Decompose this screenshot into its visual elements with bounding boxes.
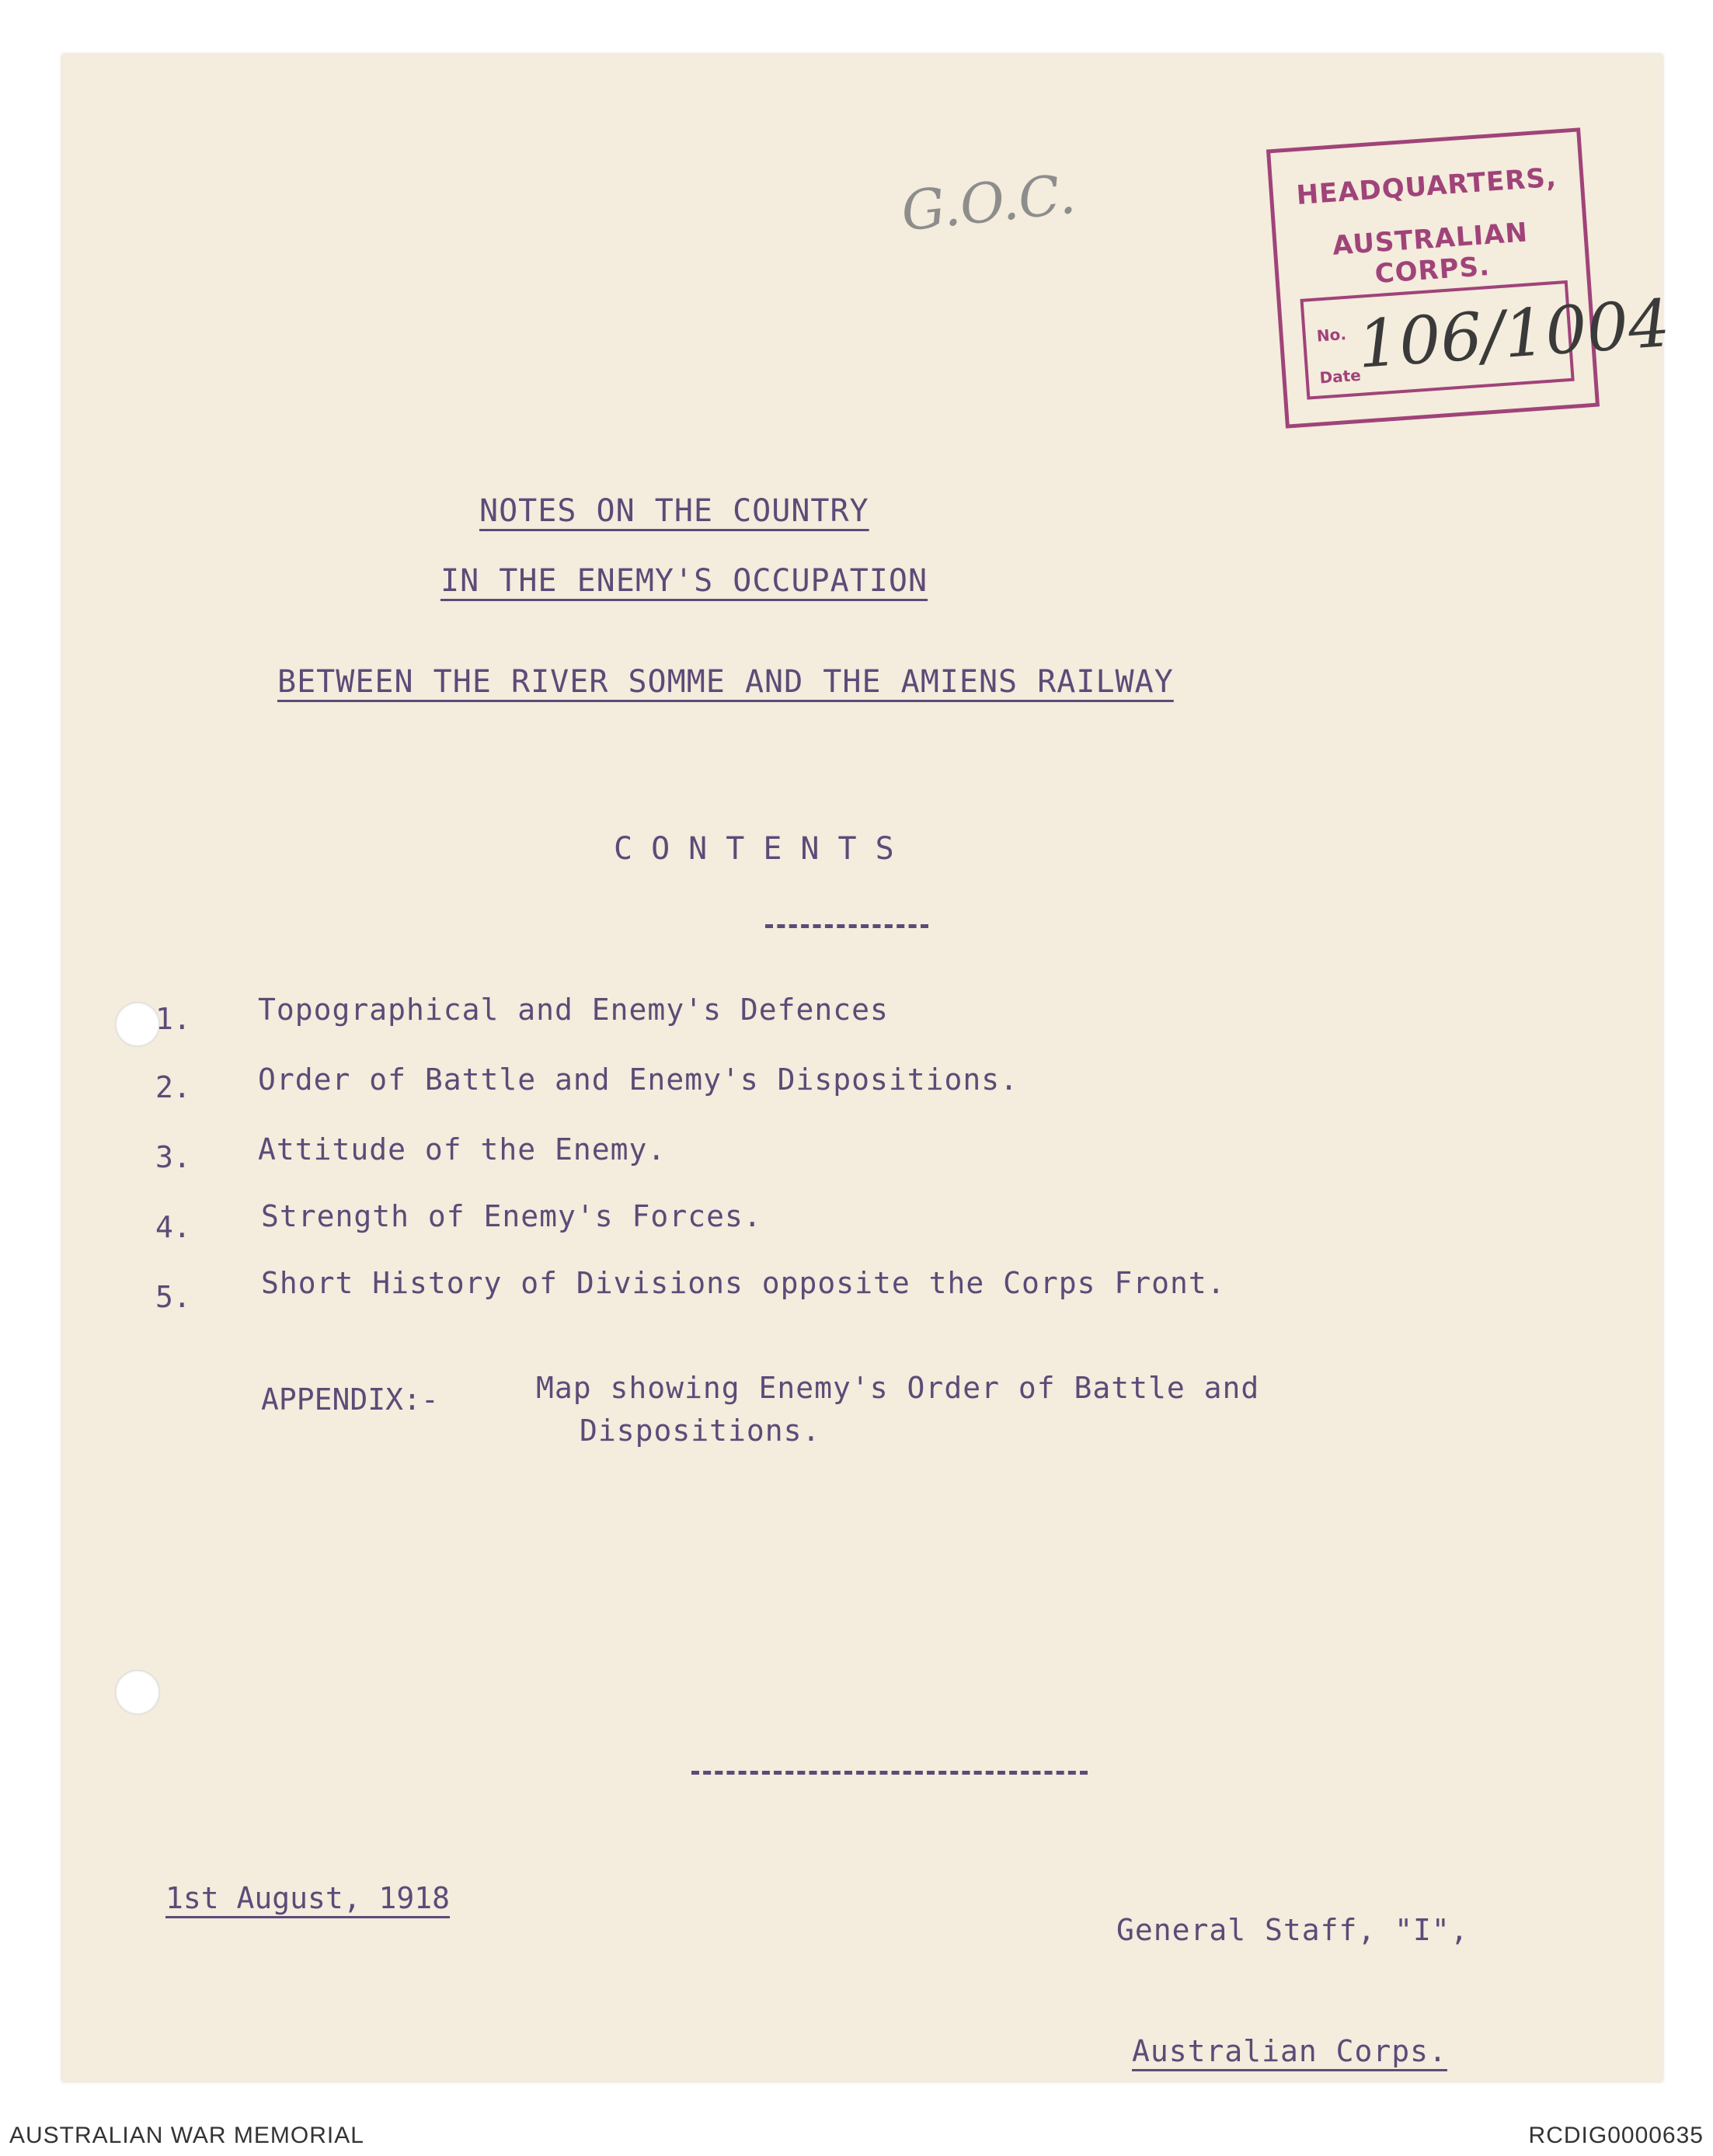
contents-item: Strength of Enemy's Forces. <box>261 1199 762 1233</box>
document-page <box>62 54 1673 2081</box>
contents-underline <box>765 924 928 928</box>
item-number: 3. <box>155 1140 191 1174</box>
footer-archive-name: AUSTRALIAN WAR MEMORIAL <box>9 2123 364 2148</box>
appendix-text-line-1: Map showing Enemy's Order of Battle and <box>536 1371 1260 1405</box>
title-line-1: NOTES ON THE COUNTRY <box>479 493 869 529</box>
contents-item: Order of Battle and Enemy's Dispositions. <box>258 1062 1018 1097</box>
footer-record-id: RCDIG0000635 <box>1528 2123 1704 2148</box>
punch-hole-top <box>115 1002 160 1047</box>
document-date: 1st August, 1918 <box>165 1881 451 1915</box>
appendix-label: APPENDIX:- <box>261 1382 439 1417</box>
contents-heading: CONTENTS <box>614 831 913 867</box>
stamp-line-1: HEADQUARTERS, <box>1295 162 1558 211</box>
stamp-reference-number: 106/1004 <box>1355 285 1673 383</box>
headquarters-stamp <box>1266 127 1673 428</box>
stamp-line-2: AUSTRALIAN CORPS. <box>1331 217 1530 290</box>
handwritten-note: G.O.C. <box>898 162 1079 244</box>
stamp-date-label: Date <box>1318 365 1362 388</box>
contents-item: Topographical and Enemy's Defences <box>258 993 889 1027</box>
item-number: 2. <box>155 1070 191 1104</box>
title-line-3: BETWEEN THE RIVER SOMME AND THE AMIENS RAILWAY <box>277 664 1174 700</box>
item-number: 4. <box>155 1210 191 1244</box>
signature-block <box>1116 1829 1469 2152</box>
appendix-text-line-2: Dispositions. <box>580 1414 821 1448</box>
punch-hole-bottom <box>115 1670 160 1715</box>
contents-item: Attitude of the Enemy. <box>258 1132 667 1167</box>
signature-line-2: Australian Corps. <box>1132 2034 1447 2068</box>
contents-item: Short History of Divisions opposite the Corps Front. <box>261 1266 1226 1300</box>
signature-line-1: General Staff, "I", <box>1116 1913 1469 1947</box>
title-line-2: IN THE ENEMY'S OCCUPATION <box>440 563 928 599</box>
section-separator <box>691 1771 1088 1775</box>
item-number: 5. <box>155 1280 191 1314</box>
item-number: 1. <box>155 1002 191 1036</box>
stamp-no-label: No. <box>1316 324 1347 346</box>
